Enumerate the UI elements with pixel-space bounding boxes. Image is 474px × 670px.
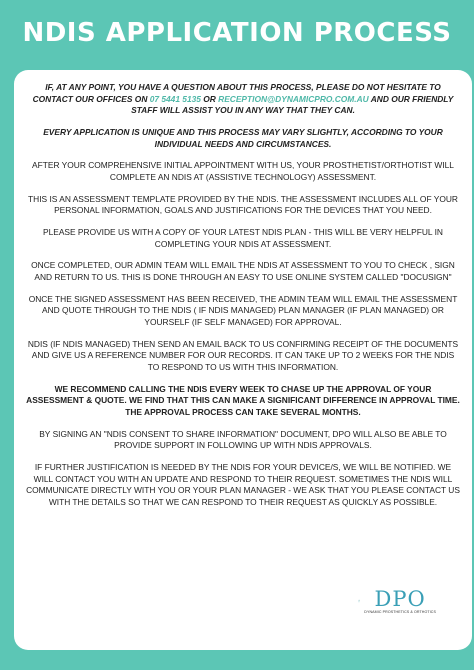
consent-paragraph: BY SIGNING AN "NDIS CONSENT TO SHARE INFORMATION" DOCUMENT, DPO WILL ALSO BE ABLE TO PROVIDE SUPPORT IN FOLLOWING UP WITH NDIS APPROVALS. [39, 428, 447, 451]
page-title: NDIS APPLICATION PROCESS [22, 18, 452, 48]
intro-paragraph [26, 82, 460, 117]
intro-text-end: AND OUR FRIENDLY STAFF WILL ASSIST YOU IN ANY WAY THAT THEY CAN. [131, 93, 454, 116]
intro-or: OR [200, 93, 219, 104]
step-paragraph: ONCE COMPLETED, OUR ADMIN TEAM WILL EMAIL THE NDIS AT ASSESSMENT TO YOU TO CHECK , SIGN AND RETURN TO US. THIS IS DONE THROUGH AN EASY TO USE ONLINE SYSTEM CALLED "DOCUSIGN" [31, 260, 455, 283]
step-paragraph: NDIS (IF NDIS MANAGED) THEN SEND AN EMAIL BACK TO US CONFIRMING RECEIPT OF THE DOCUMENTS AND GIVE US A REFERENCE NUMBER FOR OUR RECORDS. IT CAN TAKE UP TO 2 WEEKS FOR THE NDIS TO RESPOND TO US WITH THIS INFORMATION. [27, 338, 459, 372]
dpo-logo-icon [358, 588, 360, 614]
email-link[interactable]: RECEPTION@DYNAMICPRO.COM.AU [218, 93, 369, 104]
step-paragraph: AFTER YOUR COMPREHENSIVE INITIAL APPOINTMENT WITH US, YOUR PROSTHETIST/ORTHOTIST WILL COMPLETE AN NDIS AT (ASSISTIVE TECHNOLOGY) ASSESSMENT. [32, 160, 454, 182]
logo-wordmark: DPO [374, 587, 426, 611]
recommend-paragraph: WE RECOMMEND CALLING THE NDIS EVERY WEEK TO CHASE UP THE APPROVAL OF YOUR ASSESSMENT & QUOTE. WE FIND THAT THIS CAN MAKE A SIGNIFICANT DIFFERENCE IN APPROVAL TIME. THE APPROVAL PROCESS CAN TAKE SEVERAL MONTHS. [26, 383, 460, 417]
content-card [14, 70, 472, 650]
logo-text [364, 588, 436, 614]
dpo-logo [358, 588, 436, 626]
step-paragraph: PLEASE PROVIDE US WITH A COPY OF YOUR LATEST NDIS PLAN - THIS WILL BE VERY HELPFUL IN COMPLETING YOUR NDIS AT ASSESSMENT. [43, 227, 443, 249]
unique-paragraph: EVERY APPLICATION IS UNIQUE AND THIS PROCESS MAY VARY SLIGHTLY, ACCORDING TO YOUR INDIVIDUAL NEEDS AND CIRCUMSTANCES. [43, 126, 443, 149]
logo-subtitle: DYNAMIC PROSTHETICS & ORTHOTICS [364, 610, 436, 614]
intro-text-start: IF, AT ANY POINT, YOU HAVE A QUESTION ABOUT THIS PROCESS, PLEASE DO NOT HESITATE TO CONTACT OUR OFFICES ON [32, 82, 441, 104]
step-paragraph: THIS IS AN ASSESSMENT TEMPLATE PROVIDED BY THE NDIS. THE ASSESSMENT INCLUDES ALL OF YOUR PERSONAL INFORMATION, GOALS AND JUSTIFICATIONS FOR THE DEVICES THAT YOU NEED. [28, 193, 458, 216]
step-paragraph: ONCE THE SIGNED ASSESSMENT HAS BEEN RECEIVED, THE ADMIN TEAM WILL EMAIL THE ASSESSMENT AND QUOTE THROUGH TO THE NDIS ( IF NDIS MANAGED) PLAN MANAGER (IF PLAN MANAGED) OR YOURSELF (IF SELF MANAGED) FOR APPROVAL. [28, 293, 458, 328]
phone-link[interactable]: 07 5441 5135 [149, 93, 201, 104]
justification-paragraph: IF FURTHER JUSTIFICATION IS NEEDED BY THE NDIS FOR YOUR DEVICE/S, WE WILL BE NOTIFIED. WE WILL CONTACT YOU WITH AN UPDATE AND RESPOND TO THEIR REQUEST. SOMETIMES THE NDIS WILL COMMUNICATE DIRECTLY WITH YOU OR YOUR PLAN MANAGER - WE ASK THAT YOU PLEASE CONTACT US WITH THE DETAILS SO THAT WE CAN RESPOND TO THEIR REQUEST AS QUICKLY AS POSSIBLE. [26, 462, 460, 507]
